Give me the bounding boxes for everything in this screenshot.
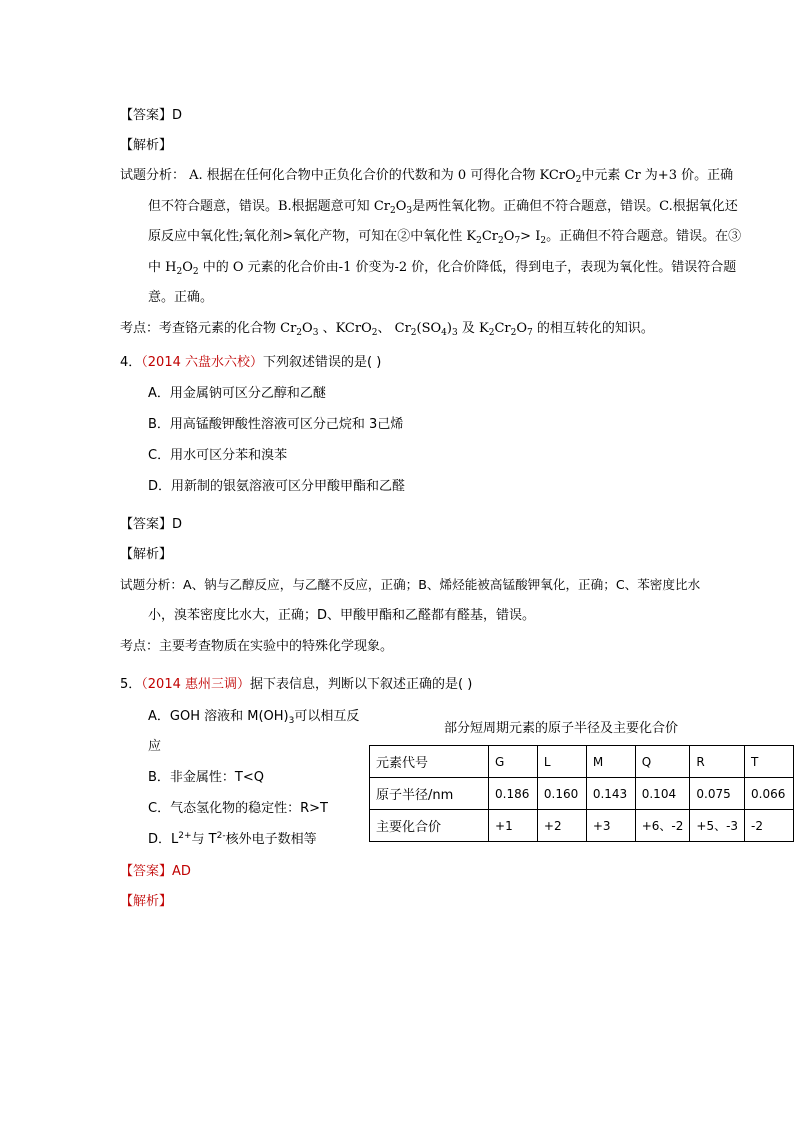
question-4-option-b: B．用高锰酸钾酸性溶液可区分己烷和 3己烯 [148,417,404,432]
table-cell: 0.160 [537,778,586,810]
table-cell: +6、-2 [635,810,690,842]
analysis-line-5: 意。正确。 [148,290,214,305]
question-5-option-d: D．$L^{2+}$与 $T^{2-}$核外电子数相等 [148,831,317,847]
analysis-line-2: 但不符合题意，错误。B.根据题意可知 $Cr_2O_3$是两性氧化物。正确但不符合题意，错误。C.根据氧化还 [148,199,738,216]
table-cell: +1 [489,810,538,842]
table-cell: G [489,746,538,778]
table-row [370,778,794,810]
table-cell: 0.075 [690,778,745,810]
table-header-cell: 原子半径/nm [370,778,489,810]
question-5-option-a: A．GOH 溶液和 $M(OH)_3$可以相互反 [148,709,360,726]
question-4-kaodian: 考点：主要考查物质在实验中的特殊化学现象。 [120,639,394,654]
table-cell: +5、-3 [690,810,745,842]
table-cell: -2 [745,810,794,842]
table-row [370,810,794,842]
question-4-stem: 4．（2014 六盘水六校）下列叙述错误的是( ) [120,355,382,370]
table-cell: 0.104 [635,778,690,810]
analysis-heading: 【解析】 [120,138,173,153]
answer-heading: 【答案】D [120,108,183,123]
table-row [370,746,794,778]
question-4-answer: 【答案】D [120,517,183,532]
table-cell: Q [635,746,690,778]
table-cell: +2 [537,810,586,842]
analysis-line-3: 原反应中氧化性;氧化剂>氧化产物，可知在②中氧化性 $K_2Cr_2O_7> I_2$。正确但不符合题意。错误。在③ [148,229,742,246]
table-cell: 0.186 [489,778,538,810]
question-4-analysis-heading: 【解析】 [120,547,173,562]
table-cell: R [690,746,745,778]
table-cell: L [537,746,586,778]
table-cell: T [745,746,794,778]
question-4-analysis-line-1: 试题分析：A、钠与乙醇反应，与乙醚不反应，正确；B、烯烃能被高锰酸钾氧化，正确；C、苯密度比水 [120,577,701,592]
question-5-option-c: C．气态氢化物的稳定性：R>T [148,801,328,816]
question-5-answer: 【答案】AD [120,864,191,879]
analysis-line-1: 试题分析： A. 根据在任何化合物中正负化合价的代数和为 0 可得化合物 KCrO$_2$中元素 Cr 为+3 价。正确 [120,168,734,185]
question-4-analysis-line-2: 小，溴苯密度比水大，正确；D、甲酸甲酯和乙醛都有醛基，错误。 [148,608,536,623]
table-cell: 0.143 [586,778,635,810]
table-cell: 0.066 [745,778,794,810]
element-table [369,745,794,842]
question-5-analysis-heading: 【解析】 [120,894,173,909]
question-5-option-a-cont: 应 [148,739,162,754]
question-5-stem: 5．（2014 惠州三调）据下表信息，判断以下叙述正确的是( ) [120,677,473,692]
table-caption: 部分短周期元素的原子半径及主要化合价 [444,721,679,736]
question-4-option-d: D．用新制的银氨溶液可区分甲酸甲酯和乙醛 [148,479,406,494]
question-4-option-a: A．用金属钠可区分乙醇和乙醚 [148,386,326,401]
table-header-cell: 元素代号 [370,746,489,778]
table-cell: +3 [586,810,635,842]
table-header-cell: 主要化合价 [370,810,489,842]
question-5-option-b: B．非金属性：T<Q [148,770,264,785]
question-4-option-c: C．用水可区分苯和溴苯 [148,448,288,463]
table-cell: M [586,746,635,778]
kaodian-line: 考点：考查铬元素的化合物 $Cr_2O_3$ 、KCrO$_2$、 $Cr_2(SO_4)_3$ 及 $K_2Cr_2O_7$ 的相互转化的知识。 [120,321,654,338]
analysis-line-4: 中 $H_2O_2$ 中的 O 元素的化合价由-1 价变为-2 价，化合价降低，得到电子，表现为氧化性。错误符合题 [148,260,737,277]
